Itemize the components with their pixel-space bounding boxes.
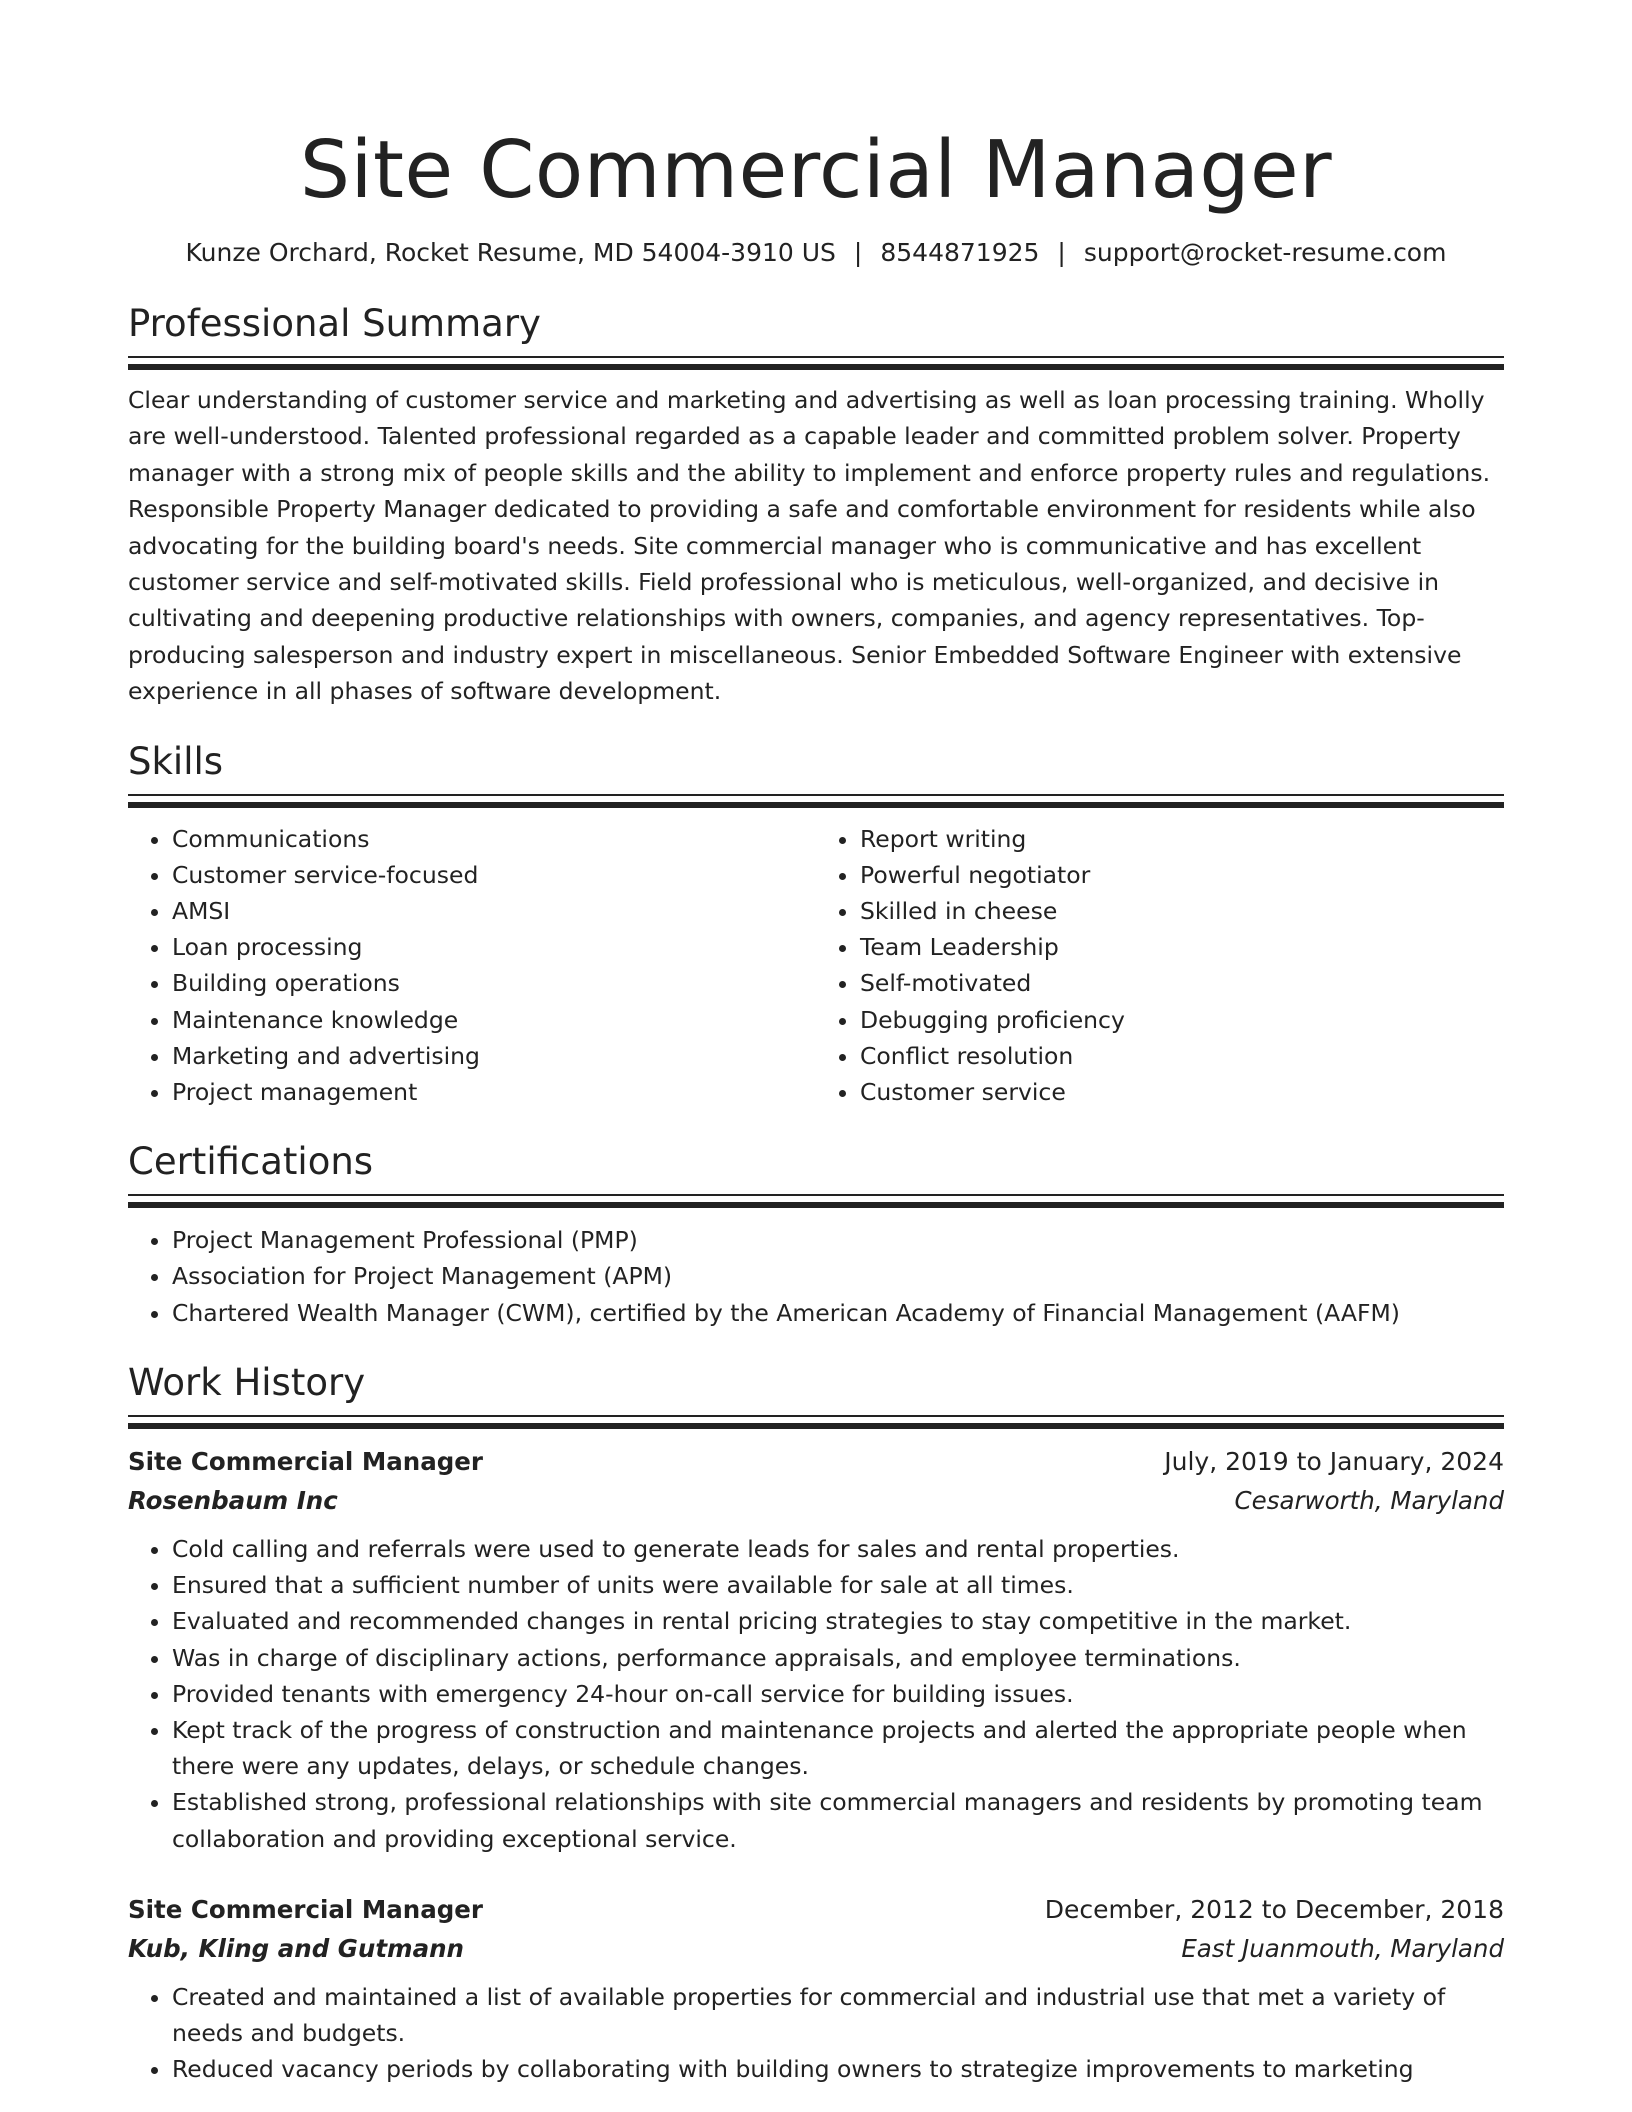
skill-item: • Skilled in cheese [860, 893, 1504, 929]
job-header [128, 1891, 1504, 1929]
job-title: Site Commercial Manager [128, 1894, 483, 1924]
job-subheader [128, 1929, 1504, 1969]
job-title: Site Commercial Manager [128, 1446, 483, 1476]
section-rule-thick [128, 1423, 1504, 1429]
section-rule-thick [128, 1202, 1504, 1208]
job-bullet: • Reduced vacancy periods by collaborating with building owners to strategize improvements to marketing [172, 2051, 1504, 2087]
certifications-heading: Certifications [128, 1140, 374, 1184]
certification-item: • Chartered Wealth Manager (CWM), certified by the American Academy of Financial Management (AAFM) [172, 1295, 1504, 1331]
work-history-heading: Work History [128, 1360, 366, 1404]
job-dates: July, 2019 to January, 2024 [1164, 1446, 1504, 1476]
job-bullet: • Provided tenants with emergency 24-hour on-call service for building issues. [172, 1676, 1504, 1712]
summary-section [128, 300, 1504, 710]
section-rule-thick [128, 802, 1504, 808]
job-bullet: • Was in charge of disciplinary actions, performance appraisals, and employee terminations. [172, 1640, 1504, 1676]
job-bullet: • Kept track of the progress of construction and maintenance projects and alerted the appropriate people when there were any updates, delays, or schedule changes. [172, 1712, 1504, 1784]
skill-item: • Self-motivated [860, 965, 1504, 1001]
resume-name: Site Commercial Manager [299, 124, 1333, 216]
contact-separator: | [1057, 238, 1066, 267]
job-company: Kub, Kling and Gutmann [128, 1933, 465, 1963]
skill-item: • Conflict resolution [860, 1038, 1504, 1074]
contact-phone: 8544871925 [880, 238, 1040, 267]
skill-item: • Powerful negotiator [860, 857, 1504, 893]
job-location: Cesarworth, Maryland [1234, 1485, 1504, 1515]
job-bullet: • Ensured that a sufficient number of units were available for sale at all times. [172, 1567, 1504, 1603]
skills-section [128, 738, 1504, 1111]
resume-page [128, 0, 1504, 2087]
skills-list-right [816, 821, 1504, 1111]
job-company: Rosenbaum Inc [128, 1485, 338, 1515]
job-bullet: • Evaluated and recommended changes in rental pricing strategies to stay competitive in the market. [172, 1603, 1504, 1639]
section-rule [128, 794, 1504, 796]
section-rule [128, 1194, 1504, 1196]
job-bullet: • Established strong, professional relationships with site commercial managers and residents by promoting team collaboration and providing exceptional service. [172, 1784, 1504, 1856]
job-bullet: • Created and maintained a list of available properties for commercial and industrial use that met a variety of needs and budgets. [172, 1979, 1504, 2051]
job-bullet: • Cold calling and referrals were used to generate leads for sales and rental properties. [172, 1531, 1504, 1567]
contact-separator: | [853, 238, 863, 267]
skills-list-left [128, 821, 816, 1111]
skill-item: • Report writing [860, 821, 1504, 857]
section-rule [128, 1415, 1504, 1417]
skill-item: • Communications [172, 821, 816, 857]
skills-heading: Skills [128, 739, 224, 783]
summary-text: Clear understanding of customer service and marketing and advertising as well as loan processing training. Wholly are well-understood. Talented professional regarded as a capable leader and committed problem solver. Property manager with a strong mix of people skills and the ability to implement and enforce property rules and regulations. Responsible Property Manager dedicated to providing a safe and comfortable environment for residents while also advocating for the building board's needs. Site commercial manager who is communicative and has excellent customer service and self-motivated skills. Field professional who is meticulous, well-organized, and decisive in cultivating and deepening productive relationships with owners, companies, and agency representatives. Top-producing salesperson and industry expert in miscellaneous. Senior Embedded Software Engineer with extensive experience in all phases of software development. [128, 386, 1491, 706]
job-entry [128, 1891, 1504, 2088]
section-rule [128, 356, 1504, 358]
contact-email: support@rocket-resume.com [1083, 238, 1447, 267]
skill-item: • Customer service [860, 1074, 1504, 1110]
skill-item: • Debugging proficiency [860, 1002, 1504, 1038]
skill-item: • Maintenance knowledge [172, 1002, 816, 1038]
certifications-section [128, 1138, 1504, 1331]
job-dates: December, 2012 to December, 2018 [1044, 1894, 1504, 1924]
summary-heading: Professional Summary [128, 302, 541, 345]
job-bullets [128, 1979, 1504, 2088]
certifications-list [128, 1222, 1504, 1331]
work-history-section [128, 1359, 1504, 2087]
job-location: East Juanmouth, Maryland [1181, 1933, 1504, 1963]
contact-line [128, 236, 1504, 270]
skill-item: • Building operations [172, 965, 816, 1001]
skill-item: • Project management [172, 1074, 816, 1110]
skill-item: • AMSI [172, 893, 816, 929]
skills-columns [128, 821, 1504, 1111]
job-header [128, 1443, 1504, 1481]
skill-item: • Customer service-focused [172, 857, 816, 893]
job-subheader [128, 1481, 1504, 1521]
certification-item: • Project Management Professional (PMP) [172, 1222, 1504, 1258]
job-bullets [128, 1531, 1504, 1857]
skill-item: • Team Leadership [860, 929, 1504, 965]
job-entry [128, 1443, 1504, 1857]
contact-address: Kunze Orchard, Rocket Resume, MD 54004-3910 US [185, 238, 836, 267]
certification-item: • Association for Project Management (APM) [172, 1258, 1504, 1294]
skill-item: • Marketing and advertising [172, 1038, 816, 1074]
section-rule-thick [128, 364, 1504, 370]
skill-item: • Loan processing [172, 929, 816, 965]
